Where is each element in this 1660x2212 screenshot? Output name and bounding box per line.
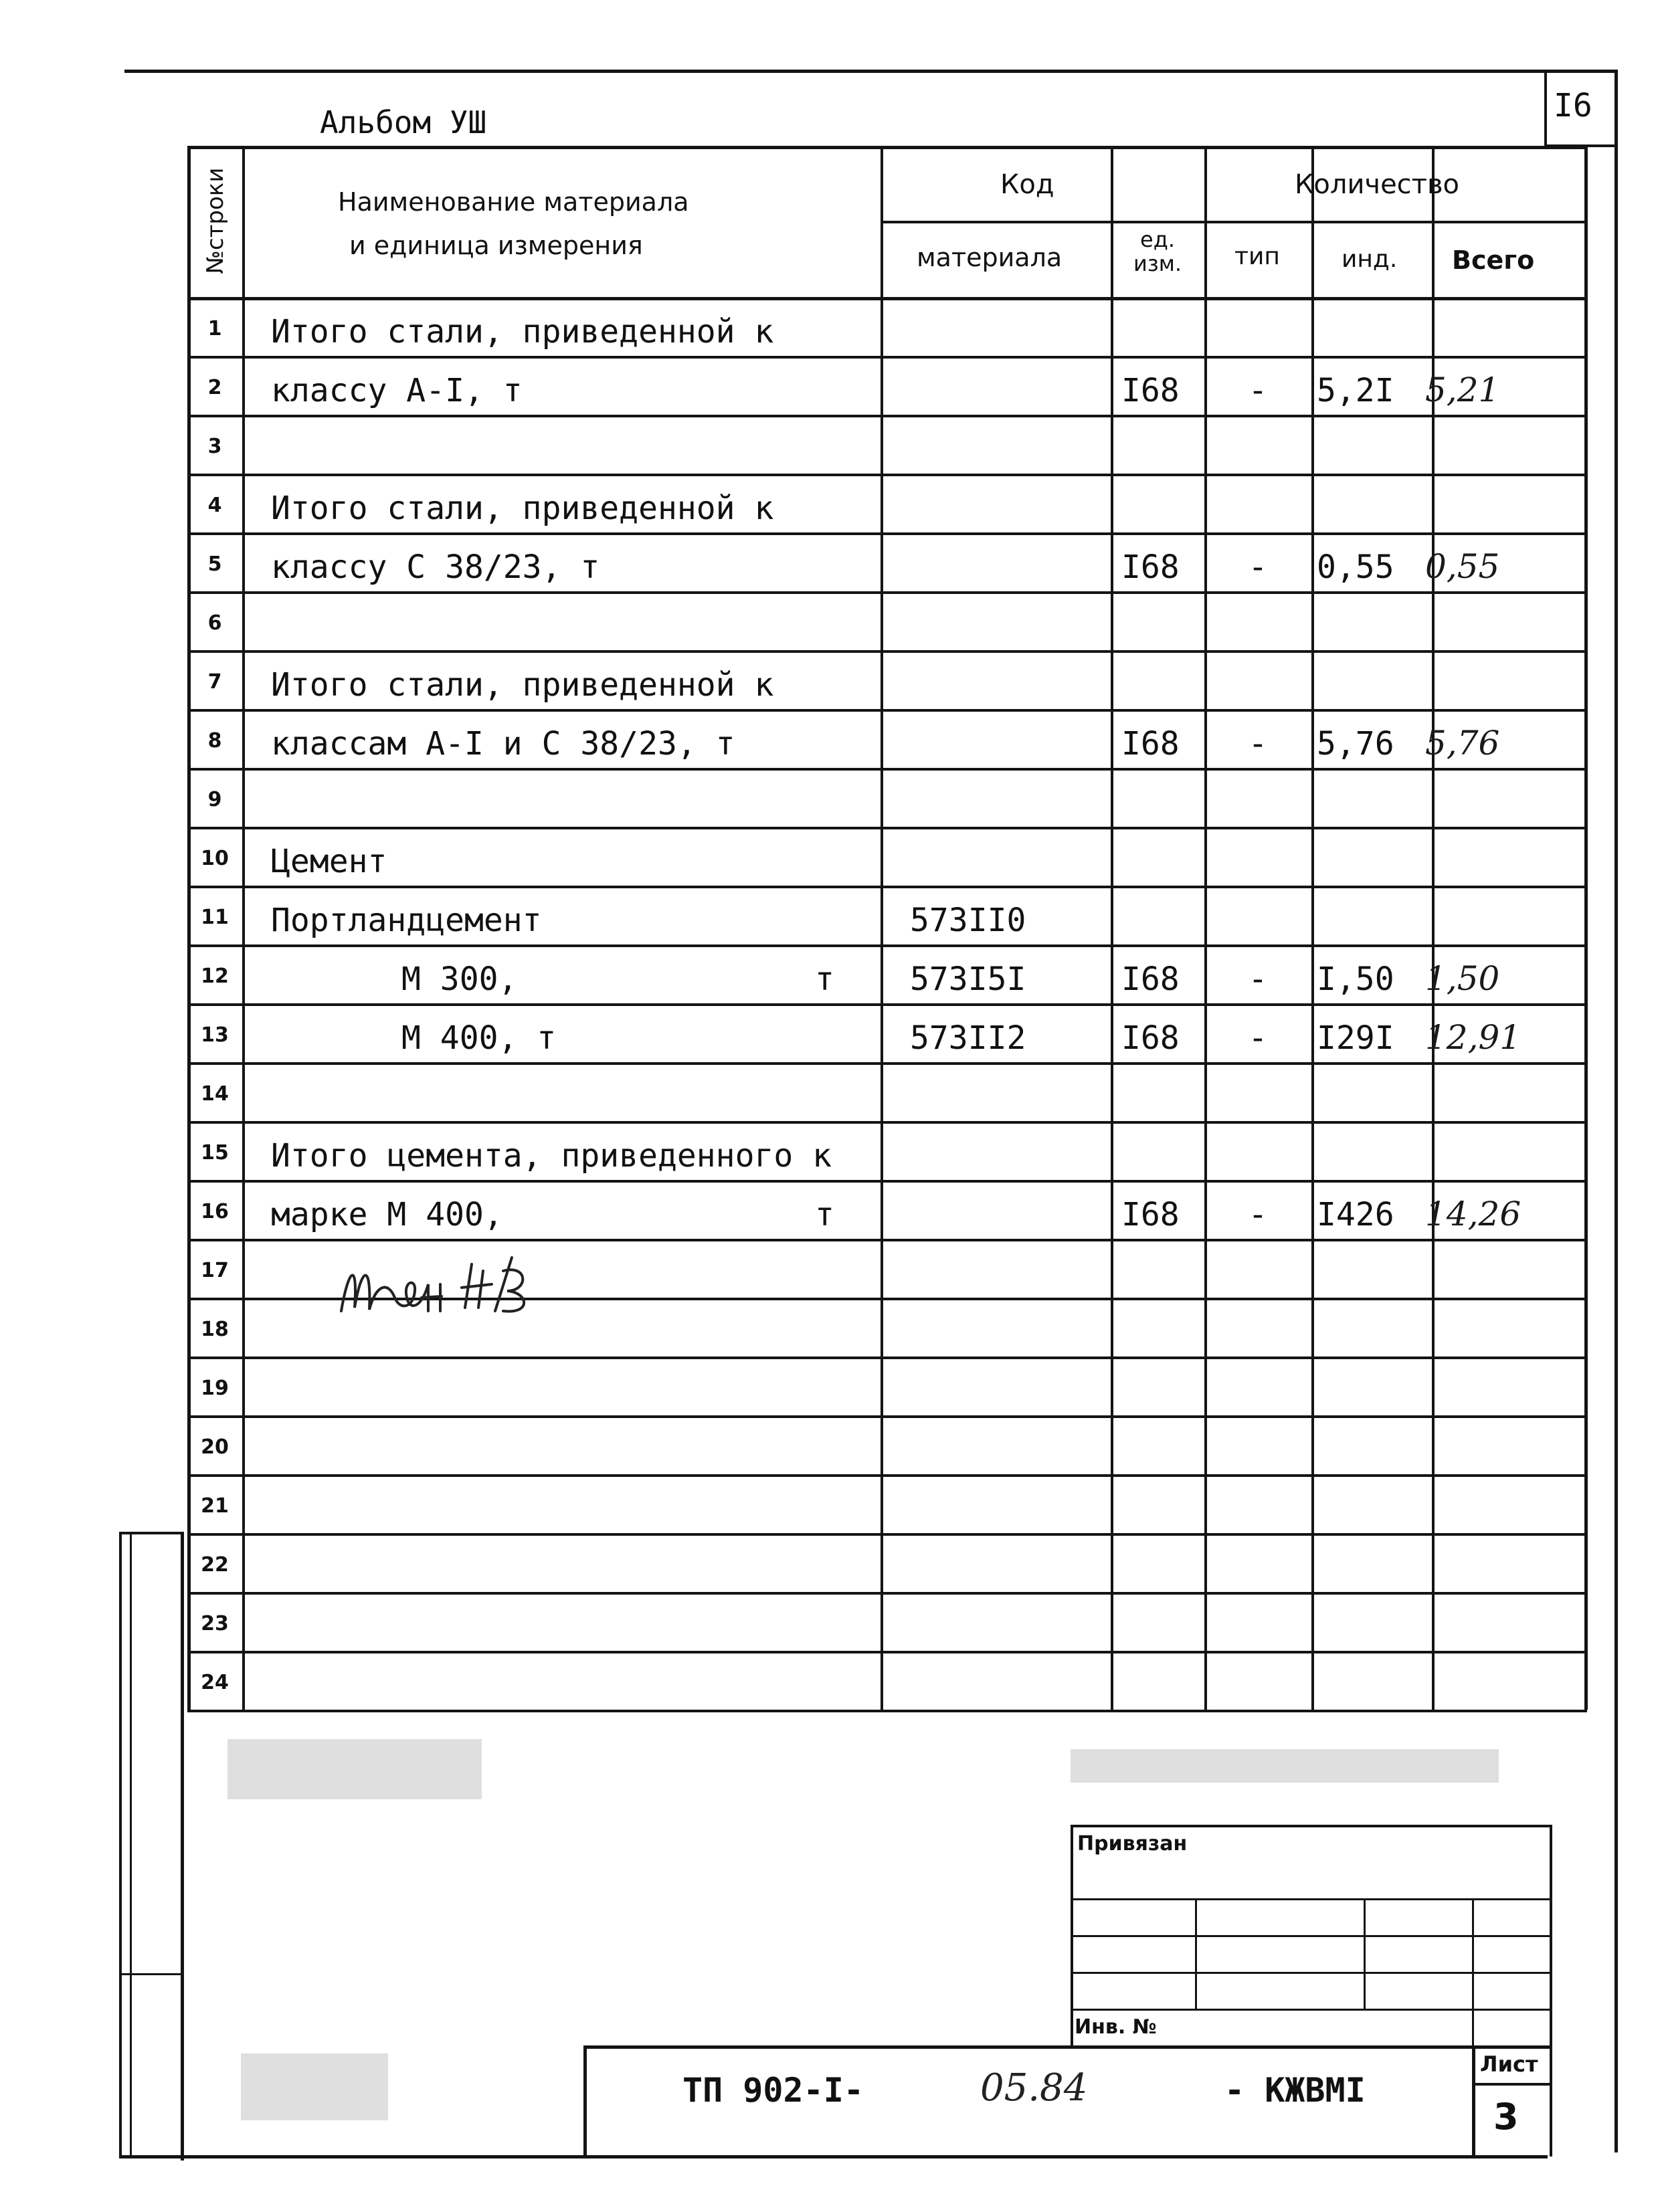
material-name: Портландцемент — [271, 902, 542, 939]
stamp-bound-right — [1550, 1825, 1552, 2156]
row-line — [187, 532, 1587, 535]
row-line — [187, 1592, 1587, 1595]
material-name: Итого цемента, приведенного к — [271, 1137, 832, 1175]
material-unit-letter: т — [815, 1196, 834, 1233]
row-number: 17 — [201, 1259, 229, 1282]
unit-code: I68 — [1121, 725, 1180, 763]
right-border — [1615, 70, 1618, 2152]
row-line — [187, 1651, 1587, 1653]
row-number: 4 — [207, 494, 222, 517]
unit-code: I68 — [1121, 1019, 1180, 1057]
row-number: 20 — [201, 1435, 229, 1459]
material-name: классам А-I и С 38/23, т — [271, 725, 735, 763]
column-line — [1111, 146, 1113, 1710]
row-number: 11 — [201, 906, 229, 929]
title-block-sheet-left — [1472, 2045, 1475, 2158]
row-number: 22 — [201, 1553, 229, 1577]
row-number: 6 — [207, 611, 222, 635]
row-number: 19 — [201, 1377, 229, 1400]
bottom-border — [119, 2155, 1548, 2158]
row-number: 1 — [207, 317, 222, 340]
header-qty-ind: инд. — [1342, 245, 1398, 273]
album-title: Альбом УШ — [320, 104, 487, 140]
material-name: Цемент — [271, 843, 387, 880]
scan-noise — [1071, 1749, 1499, 1783]
row-line — [187, 1121, 1587, 1124]
row-number: 5 — [207, 552, 222, 576]
left-border — [181, 1532, 184, 2160]
qty-total: 5,76 — [1425, 724, 1500, 763]
header-code-unit: ед. изм. — [1133, 227, 1182, 276]
row-number: 23 — [201, 1612, 229, 1635]
material-name: классу С 38/23, т — [271, 548, 600, 586]
stamp-bound-label: Привязан — [1077, 1832, 1188, 1855]
row-line — [187, 297, 1587, 300]
row-number: 21 — [201, 1494, 229, 1518]
row-number: 12 — [201, 965, 229, 988]
column-line — [242, 146, 245, 1710]
qty-total: 14,26 — [1425, 1195, 1521, 1233]
row-number: 3 — [207, 435, 222, 458]
row-line — [187, 591, 1587, 594]
side-strip-div — [119, 1973, 183, 1975]
qty-ind: I,50 — [1317, 961, 1394, 998]
doc-code-prefix: ТП 902-I- — [682, 2071, 864, 2110]
header-row-number: №строки — [202, 167, 229, 274]
stamp-h3 — [1071, 1972, 1552, 1974]
material-name: Итого стали, приведенной к — [271, 313, 774, 350]
row-line — [187, 650, 1587, 653]
material-code: 573II0 — [910, 902, 1026, 939]
qty-total: 5,21 — [1425, 371, 1500, 409]
doc-code-number: 05.84 — [980, 2066, 1088, 2110]
scan-noise — [241, 2053, 388, 2120]
unit-code: I68 — [1121, 961, 1180, 998]
header-code-group: Код — [1000, 169, 1054, 200]
row-number: 7 — [207, 670, 222, 694]
qty-type: - — [1248, 1196, 1268, 1233]
qty-type: - — [1248, 548, 1268, 586]
column-line — [1311, 146, 1314, 1710]
unit-code: I68 — [1121, 548, 1180, 586]
row-line — [187, 1533, 1587, 1536]
table-top-line — [187, 146, 1587, 149]
stamp-h2 — [1071, 1935, 1552, 1937]
row-line — [187, 1415, 1587, 1418]
row-number: 16 — [201, 1200, 229, 1223]
header-qty-total: Всего — [1452, 245, 1535, 275]
qty-ind: I29I — [1317, 1019, 1394, 1057]
header-name-line2: и единица измерения — [349, 231, 643, 260]
unit-code: I68 — [1121, 1196, 1180, 1233]
header-sub-line — [881, 221, 1587, 223]
row-line — [187, 356, 1587, 359]
qty-type: - — [1248, 372, 1268, 409]
stamp-bound-top — [1071, 1825, 1552, 1827]
header-qty-group: Количество — [1295, 169, 1460, 200]
title-block-top — [583, 2045, 1552, 2049]
row-line — [187, 1356, 1587, 1359]
title-block-sheet-div — [1472, 2083, 1552, 2086]
row-number: 8 — [207, 729, 222, 752]
stamp-inv-label: Инв. № — [1075, 2015, 1157, 2039]
row-line — [187, 474, 1587, 476]
signature — [328, 1244, 569, 1338]
row-line — [187, 709, 1587, 712]
stamp-v2 — [1364, 1898, 1366, 2011]
qty-total: 0,55 — [1425, 547, 1500, 586]
column-line — [1204, 146, 1207, 1710]
qty-total: 12,91 — [1425, 1018, 1521, 1057]
qty-ind: 5,76 — [1317, 725, 1394, 763]
material-code: 573I5I — [910, 961, 1026, 998]
page-number-box-left — [1544, 70, 1547, 147]
side-strip-top — [119, 1532, 183, 1534]
doc-code-suffix: - КЖВМI — [1224, 2071, 1366, 2110]
material-name: М 300, — [401, 961, 518, 998]
row-number: 10 — [201, 847, 229, 870]
stamp-h4 — [1071, 2009, 1552, 2011]
stamp-h1 — [1071, 1898, 1552, 1900]
stamp-v3 — [1472, 1898, 1474, 2045]
material-name: классу А-I, т — [271, 372, 523, 409]
unit-code: I68 — [1121, 372, 1180, 409]
material-name: Итого стали, приведенной к — [271, 666, 774, 704]
row-number: 9 — [207, 788, 222, 811]
row-number: 14 — [201, 1082, 229, 1106]
title-block-left — [583, 2045, 587, 2158]
qty-ind: I426 — [1317, 1196, 1394, 1233]
row-number: 24 — [201, 1671, 229, 1694]
row-number: 13 — [201, 1023, 229, 1047]
row-line — [187, 1003, 1587, 1006]
row-line — [187, 944, 1587, 947]
row-number: 15 — [201, 1141, 229, 1165]
row-line — [187, 1062, 1587, 1065]
row-line — [187, 886, 1587, 888]
qty-type: - — [1248, 1019, 1268, 1057]
column-line — [881, 146, 883, 1710]
material-unit-letter: т — [815, 961, 834, 998]
qty-total: 1,50 — [1425, 959, 1500, 998]
row-line — [187, 1180, 1587, 1183]
header-code-material: материала — [917, 243, 1063, 272]
row-number: 18 — [201, 1318, 229, 1341]
row-number: 2 — [207, 376, 222, 399]
material-name: М 400, т — [401, 1019, 557, 1057]
sheet-label: Лист — [1480, 2051, 1538, 2077]
page-number: I6 — [1554, 87, 1592, 124]
qty-ind: 5,2I — [1317, 372, 1394, 409]
sheet-number: 3 — [1493, 2096, 1519, 2138]
top-border — [124, 70, 1618, 73]
side-strip-left — [119, 1532, 122, 2158]
header-name-line1: Наименование материала — [338, 187, 689, 217]
row-line — [187, 768, 1587, 771]
material-name: марке М 400, — [271, 1196, 503, 1233]
qty-ind: 0,55 — [1317, 548, 1394, 586]
row-line — [187, 415, 1587, 417]
side-strip-mid — [130, 1532, 132, 2158]
row-line — [187, 1474, 1587, 1477]
scan-noise — [227, 1739, 482, 1799]
qty-type: - — [1248, 961, 1268, 998]
material-code: 573II2 — [910, 1019, 1026, 1057]
header-qty-type: тип — [1234, 243, 1280, 270]
row-line — [187, 1710, 1587, 1712]
row-line — [187, 1239, 1587, 1241]
material-name: Итого стали, приведенной к — [271, 490, 774, 527]
row-line — [187, 827, 1587, 829]
qty-type: - — [1248, 725, 1268, 763]
stamp-v1 — [1195, 1898, 1197, 2011]
